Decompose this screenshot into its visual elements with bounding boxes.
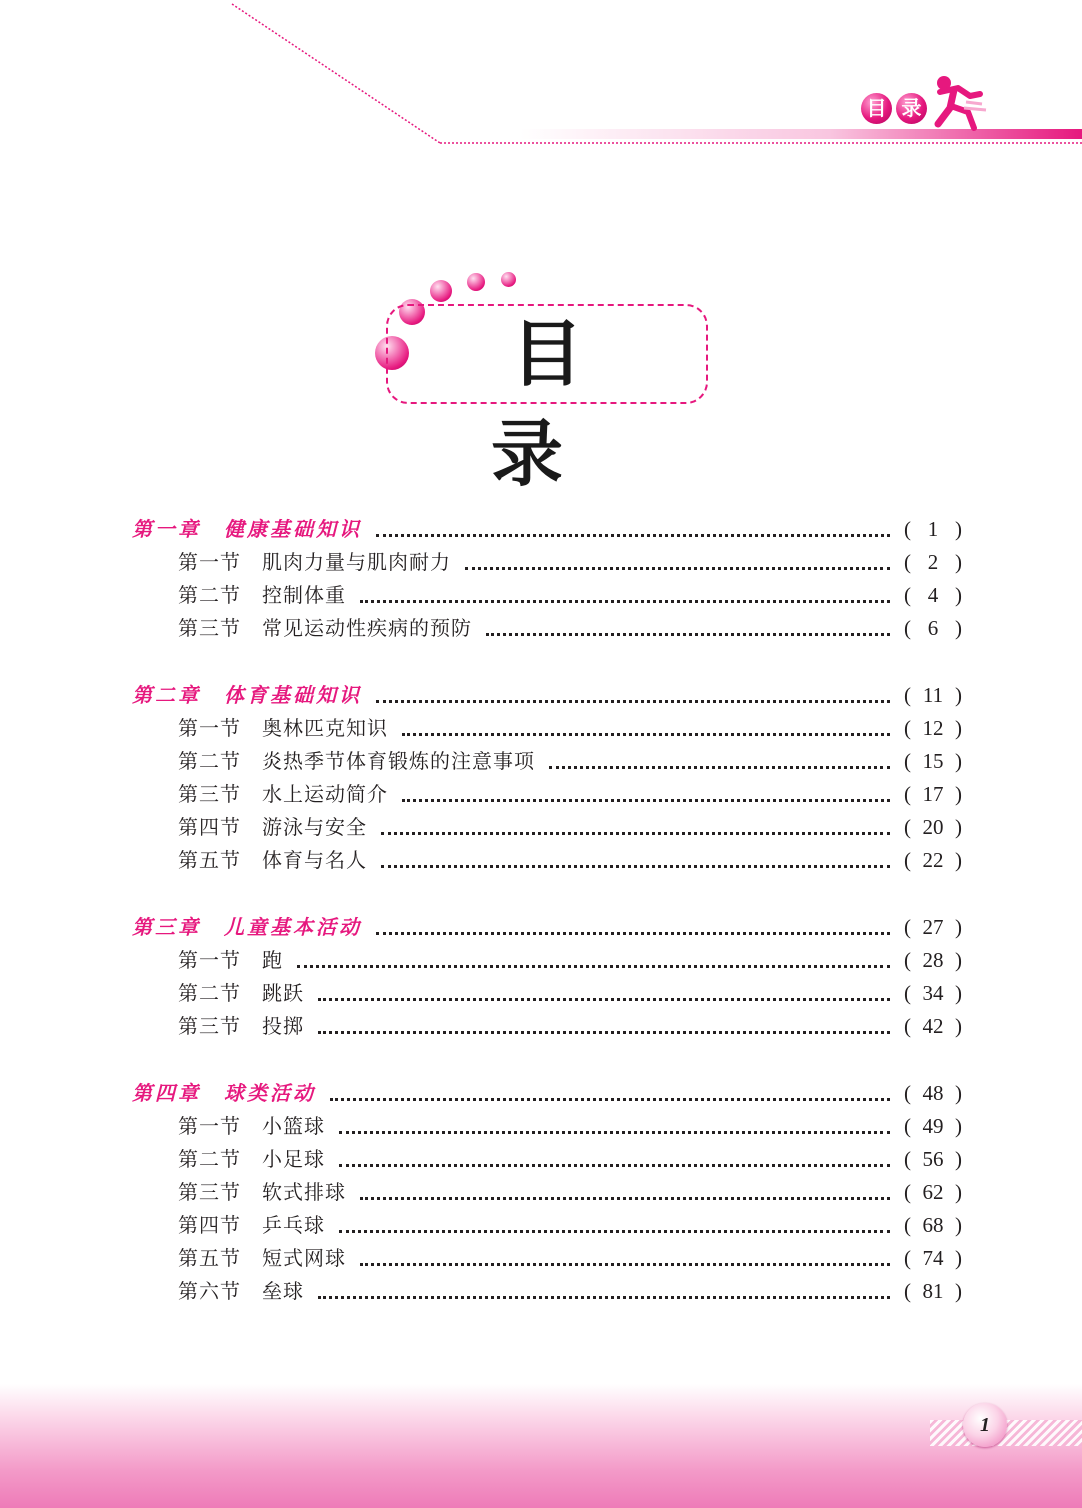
toc-section-row <box>0 811 1082 844</box>
page-ref-number: 4 <box>927 583 939 607</box>
paren-close: ) <box>955 1081 962 1105</box>
section-title: 第五节 短式网球 <box>178 1246 346 1270</box>
header-badge-lu: 录 <box>896 93 927 124</box>
toc-chapter-row <box>0 513 1082 546</box>
page-ref-number: 20 <box>922 815 944 839</box>
dot-leader <box>318 1296 890 1299</box>
paren-open: ( <box>904 782 911 806</box>
paren-open: ( <box>904 683 911 707</box>
page-ref <box>904 844 962 877</box>
section-title: 第一节 奥林匹克知识 <box>178 716 388 740</box>
header-gradient-bar <box>520 129 1082 139</box>
toc-chapter-row <box>0 679 1082 712</box>
dot-leader <box>381 865 890 868</box>
page-ref-number: 34 <box>922 981 944 1005</box>
dot-leader <box>402 733 890 736</box>
page-ref <box>904 1110 962 1143</box>
section-title: 第四节 乒乓球 <box>178 1213 325 1237</box>
paren-open: ( <box>904 749 911 773</box>
toc-section-row <box>0 1242 1082 1275</box>
page-ref <box>904 1242 962 1275</box>
paren-close: ) <box>955 550 962 574</box>
dot-leader <box>339 1131 890 1134</box>
dot-leader <box>339 1164 890 1167</box>
paren-close: ) <box>955 683 962 707</box>
page-ref <box>904 712 962 745</box>
dot-leader <box>376 932 890 935</box>
chapter-title: 第二章 体育基础知识 <box>132 683 362 707</box>
toc-section-row <box>0 712 1082 745</box>
paren-close: ) <box>955 583 962 607</box>
paren-close: ) <box>955 915 962 939</box>
page-ref <box>904 1275 962 1308</box>
page-ref <box>904 977 962 1010</box>
section-title: 第三节 水上运动简介 <box>178 782 388 806</box>
paren-close: ) <box>955 616 962 640</box>
dot-leader <box>402 799 890 802</box>
bubble-small <box>430 280 452 302</box>
toc-section-row <box>0 977 1082 1010</box>
page-ref <box>904 811 962 844</box>
toc-section-row <box>0 579 1082 612</box>
paren-open: ( <box>904 716 911 740</box>
paren-open: ( <box>904 1279 911 1303</box>
page-ref <box>904 1010 962 1043</box>
page-ref <box>904 745 962 778</box>
page-ref-number: 6 <box>927 616 939 640</box>
paren-open: ( <box>904 583 911 607</box>
dot-leader <box>381 832 890 835</box>
diagonal-dotted-line <box>232 4 440 143</box>
paren-close: ) <box>955 948 962 972</box>
page-ref-number: 74 <box>922 1246 944 1270</box>
section-title: 第一节 肌肉力量与肌肉耐力 <box>178 550 451 574</box>
chapter-title: 第一章 健康基础知识 <box>132 517 362 541</box>
page-ref <box>904 679 962 712</box>
page-ref-number: 62 <box>922 1180 944 1204</box>
footer-band <box>0 1384 1082 1508</box>
paren-close: ) <box>955 1213 962 1237</box>
page-ref <box>904 1143 962 1176</box>
section-title: 第二节 跳跃 <box>178 981 304 1005</box>
toc-chapter-row <box>0 1077 1082 1110</box>
dot-leader <box>360 600 890 603</box>
section-title: 第二节 控制体重 <box>178 583 346 607</box>
dot-leader <box>376 534 890 537</box>
paren-open: ( <box>904 815 911 839</box>
paren-open: ( <box>904 1114 911 1138</box>
page-ref-number: 56 <box>922 1147 944 1171</box>
paren-open: ( <box>904 616 911 640</box>
section-title: 第一节 跑 <box>178 948 283 972</box>
page-ref-number: 42 <box>922 1014 944 1038</box>
paren-close: ) <box>955 981 962 1005</box>
paren-close: ) <box>955 1180 962 1204</box>
page-ref <box>904 1176 962 1209</box>
page-ref-number: 12 <box>922 716 944 740</box>
page-ref-number: 81 <box>922 1279 944 1303</box>
chapter-title: 第三章 儿童基本活动 <box>132 915 362 939</box>
page-ref-number: 68 <box>922 1213 944 1237</box>
paren-close: ) <box>955 517 962 541</box>
paren-close: ) <box>955 1114 962 1138</box>
paren-close: ) <box>955 716 962 740</box>
toc-section-row <box>0 1275 1082 1308</box>
paren-close: ) <box>955 1147 962 1171</box>
page-ref-number: 28 <box>922 948 944 972</box>
toc-section-row <box>0 944 1082 977</box>
section-title: 第三节 软式排球 <box>178 1180 346 1204</box>
toc-section-row <box>0 546 1082 579</box>
page-ref-number: 11 <box>922 683 944 707</box>
page-ref <box>904 1209 962 1242</box>
paren-open: ( <box>904 1213 911 1237</box>
page-ref-number: 15 <box>922 749 944 773</box>
page-ref-number: 1 <box>927 517 939 541</box>
paren-close: ) <box>955 848 962 872</box>
paren-close: ) <box>955 1014 962 1038</box>
header-decoration <box>0 0 1082 160</box>
chapter-title: 第四章 球类活动 <box>132 1081 316 1105</box>
page-ref <box>904 513 962 546</box>
dot-leader <box>339 1230 890 1233</box>
page-title: 目 录 <box>490 311 623 496</box>
paren-open: ( <box>904 1180 911 1204</box>
paren-close: ) <box>955 782 962 806</box>
paren-open: ( <box>904 1081 911 1105</box>
paren-open: ( <box>904 848 911 872</box>
toc-section-row <box>0 612 1082 645</box>
toc-section-row <box>0 1209 1082 1242</box>
paren-close: ) <box>955 815 962 839</box>
page-ref <box>904 944 962 977</box>
toc-section-row <box>0 745 1082 778</box>
page-ref-number: 27 <box>922 915 944 939</box>
dot-leader <box>465 567 890 570</box>
section-title: 第二节 小足球 <box>178 1147 325 1171</box>
toc-section-row <box>0 778 1082 811</box>
paren-open: ( <box>904 915 911 939</box>
runner-icon <box>930 74 990 134</box>
section-title: 第一节 小篮球 <box>178 1114 325 1138</box>
dot-leader <box>330 1098 890 1101</box>
page-ref-number: 17 <box>922 782 944 806</box>
section-title: 第二节 炎热季节体育锻炼的注意事项 <box>178 749 535 773</box>
dot-leader <box>360 1263 890 1266</box>
page-ref <box>904 1077 962 1110</box>
page-number: 1 <box>963 1403 1007 1447</box>
paren-open: ( <box>904 517 911 541</box>
dot-leader <box>376 700 890 703</box>
dot-leader <box>318 1031 890 1034</box>
page-ref <box>904 579 962 612</box>
bubble-smallest <box>501 272 516 287</box>
section-title: 第六节 垒球 <box>178 1279 304 1303</box>
paren-open: ( <box>904 948 911 972</box>
toc-section-row <box>0 1010 1082 1043</box>
toc-section-row <box>0 1110 1082 1143</box>
paren-close: ) <box>955 1246 962 1270</box>
header-badge-mu: 目 <box>861 93 892 124</box>
toc-section-row <box>0 1143 1082 1176</box>
bubble-smaller <box>467 273 485 291</box>
paren-close: ) <box>955 749 962 773</box>
page-ref-number: 49 <box>922 1114 944 1138</box>
section-title: 第三节 投掷 <box>178 1014 304 1038</box>
dot-leader <box>549 766 890 769</box>
section-title: 第三节 常见运动性疾病的预防 <box>178 616 472 640</box>
page-ref-number: 22 <box>922 848 944 872</box>
paren-open: ( <box>904 1246 911 1270</box>
paren-open: ( <box>904 1147 911 1171</box>
page-ref-number: 2 <box>927 550 939 574</box>
dot-leader <box>318 998 890 1001</box>
section-title: 第四节 游泳与安全 <box>178 815 367 839</box>
page-ref-number: 48 <box>922 1081 944 1105</box>
section-title: 第五节 体育与名人 <box>178 848 367 872</box>
toc-section-row <box>0 844 1082 877</box>
dot-leader <box>486 633 890 636</box>
dot-leader <box>297 965 890 968</box>
toc-section-row <box>0 1176 1082 1209</box>
page-ref <box>904 612 962 645</box>
paren-open: ( <box>904 550 911 574</box>
paren-close: ) <box>955 1279 962 1303</box>
dot-leader <box>360 1197 890 1200</box>
page-ref <box>904 778 962 811</box>
page-ref <box>904 546 962 579</box>
paren-open: ( <box>904 981 911 1005</box>
toc-chapter-row <box>0 911 1082 944</box>
page-ref <box>904 911 962 944</box>
paren-open: ( <box>904 1014 911 1038</box>
